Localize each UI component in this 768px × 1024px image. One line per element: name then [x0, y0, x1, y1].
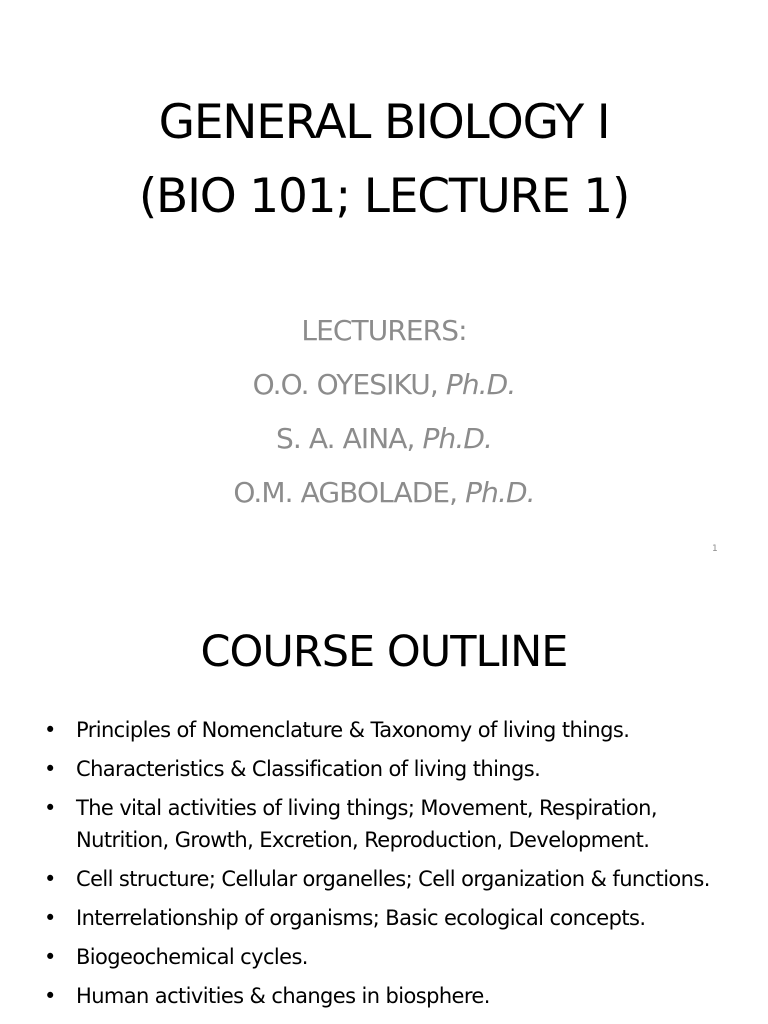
list-item	[44, 753, 744, 785]
lecturer-3	[0, 466, 768, 520]
list-item	[44, 792, 744, 856]
bullet-icon: •	[44, 796, 56, 820]
bullet-icon: •	[44, 945, 56, 969]
bullet-icon: •	[44, 906, 56, 930]
bullet-icon: •	[44, 718, 56, 742]
list-item-text: Characteristics & Classification of living things.	[76, 757, 541, 781]
list-item-text: Interrelationship of organisms; Basic ecological concepts.	[76, 906, 646, 930]
list-item-text: Biogeochemical cycles.	[76, 945, 308, 969]
course-outline-list	[44, 714, 744, 1019]
lecturer-degree: Ph.D.	[465, 476, 535, 509]
lecturer-name: S. A. AINA,	[275, 422, 423, 455]
lecturer-name: O.O. OYESIKU,	[252, 368, 446, 401]
list-item-text: Human activities & changes in biosphere.	[76, 984, 490, 1008]
presentation-title	[0, 86, 768, 234]
bullet-icon: •	[44, 757, 56, 781]
title-line-1: GENERAL BIOLOGY I	[158, 95, 610, 150]
bullet-icon: •	[44, 867, 56, 891]
lecturer-1	[0, 358, 768, 412]
list-item	[44, 980, 744, 1012]
list-item	[44, 941, 744, 973]
list-item-text: Cell structure; Cellular organelles; Cell organization & functions.	[76, 867, 710, 891]
lecturer-name: O.M. AGBOLADE,	[233, 476, 466, 509]
lecturer-degree: Ph.D.	[422, 422, 493, 455]
bullet-icon: •	[44, 984, 56, 1008]
title-line-2: (BIO 101; LECTURE 1)	[138, 169, 630, 224]
slide-number: 1	[712, 544, 718, 554]
list-item	[44, 863, 744, 895]
outline-title: COURSE OUTLINE	[200, 627, 568, 677]
list-item	[44, 902, 744, 934]
lecturer-degree: Ph.D.	[445, 368, 516, 401]
lecturer-2	[0, 412, 768, 466]
lecturers-block	[0, 304, 768, 520]
list-item-text: The vital activities of living things; Movement, Respiration, Nutrition, Growth, Excretion, Reproduction, Development.	[76, 796, 657, 852]
list-item-text: Principles of Nomenclature & Taxonomy of living things.	[76, 718, 630, 742]
lecturers-heading: LECTURERS:	[301, 314, 467, 347]
list-item	[44, 714, 744, 746]
